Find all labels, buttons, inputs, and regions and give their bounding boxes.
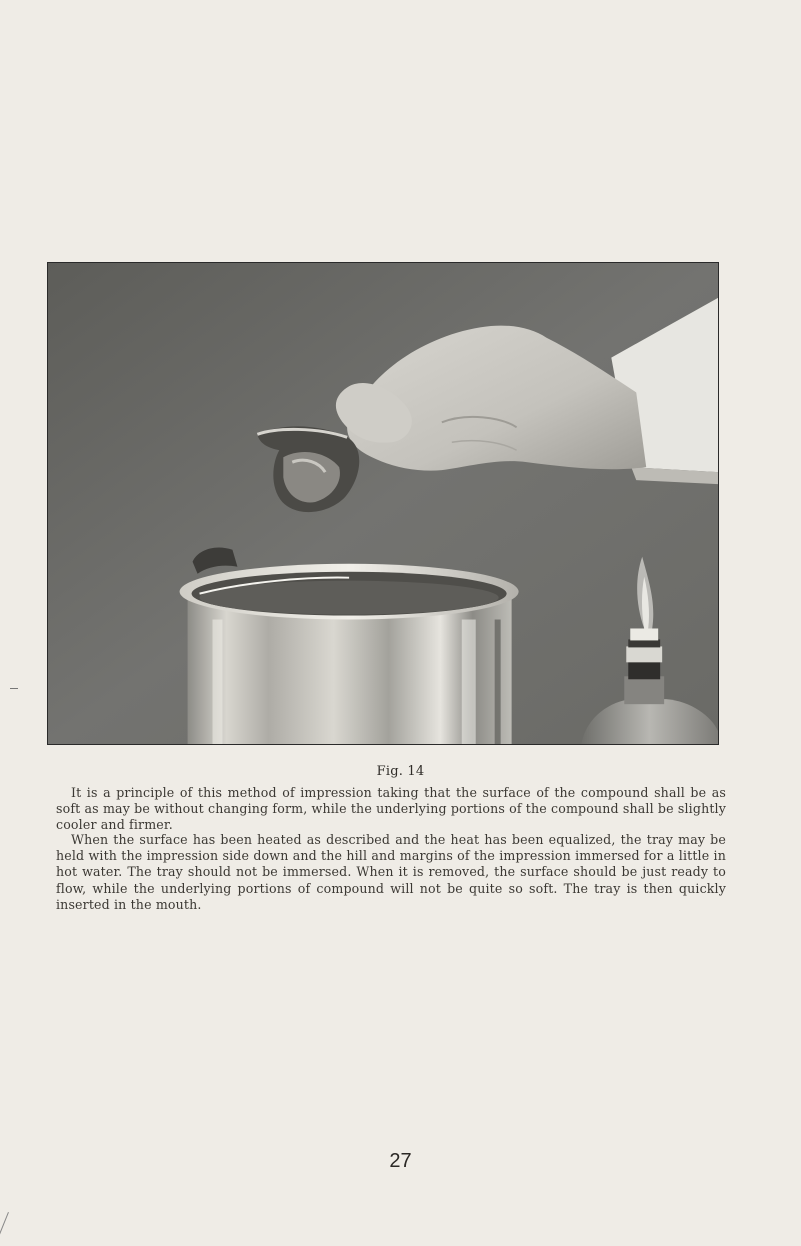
scan-mark: [10, 688, 18, 689]
figure-caption: Fig. 14: [376, 764, 425, 779]
page-number: 27: [389, 1150, 412, 1172]
photo-illustration: [48, 263, 718, 744]
scan-mark: [0, 1212, 9, 1246]
figure-photograph: [47, 262, 719, 745]
body-paragraph: When the surface has been heated as described and the heat has been equalized, the tray may be held with the impression side down and the hill and margins of the impression immersed for a little in hot water. The tray should not be immersed. When it is removed, the surface should be just ready to flow, while the underlying portions of compound will not be quite so soft. The tray is then quickly inserted in the mouth.: [56, 832, 726, 912]
body-paragraph: It is a principle of this method of impression taking that the surface of the compound shall be as soft as may be without changing form, while the underlying portions of the compound shall be slightly cooler and firmer.: [56, 785, 726, 833]
